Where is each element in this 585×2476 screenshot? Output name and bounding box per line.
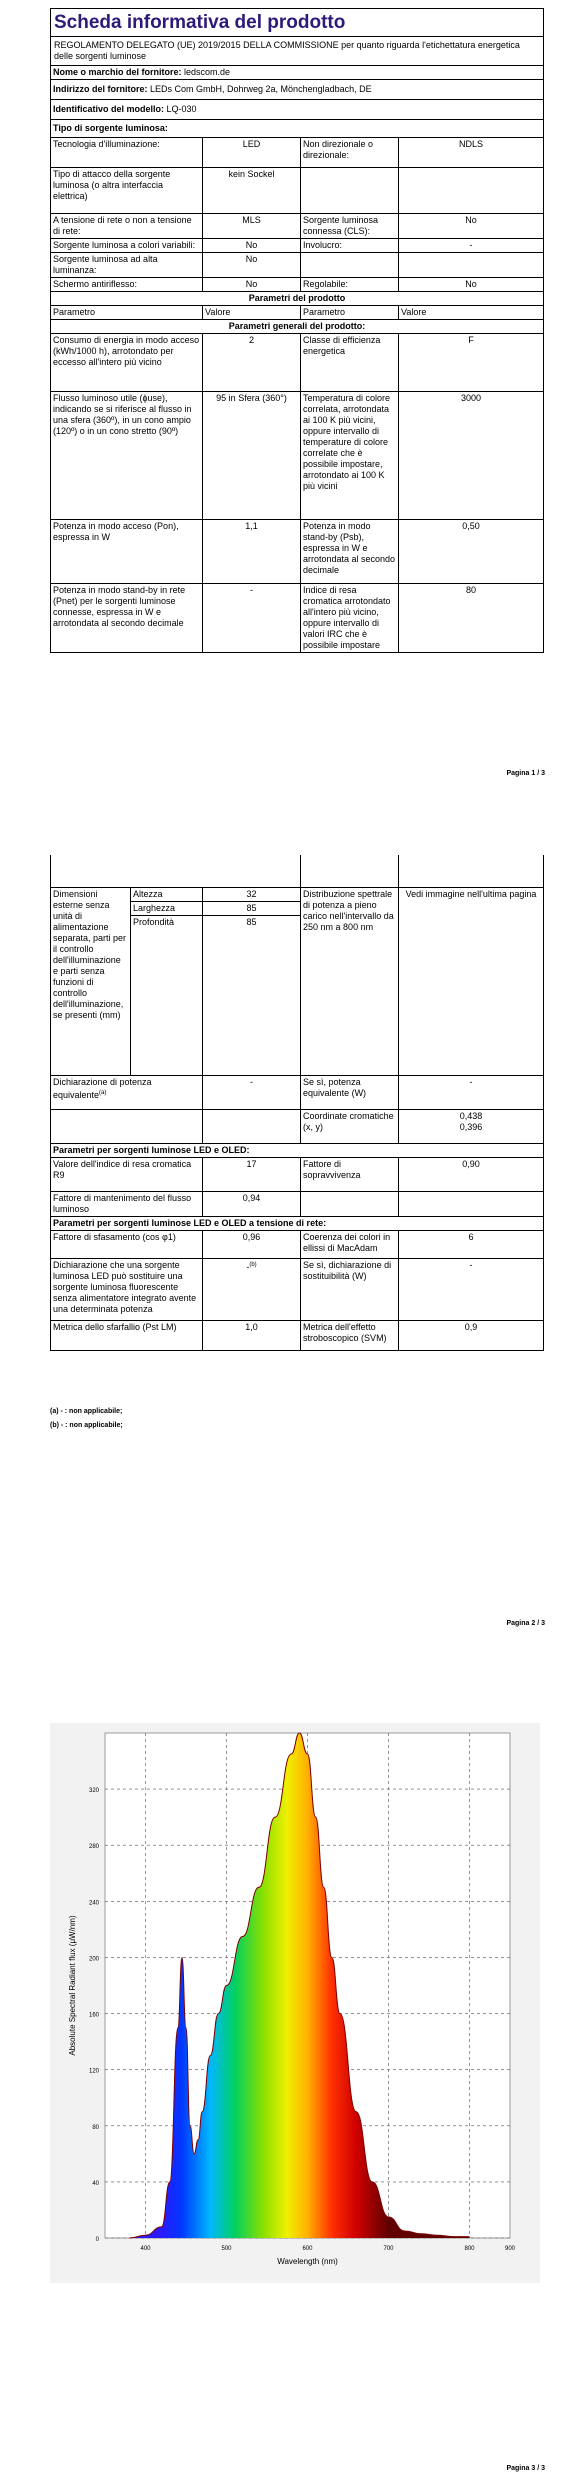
survival-label: Fattore di sopravvivenza	[301, 1157, 399, 1191]
page-title: Scheda informativa del prodotto	[51, 9, 544, 37]
page-3	[0, 1705, 585, 2476]
chroma-y: 0,396	[459, 1121, 483, 1132]
width-label: Larghezza	[131, 901, 203, 915]
equivw-value: -	[399, 1075, 544, 1109]
mains-label: A tensione di rete o non a tensione di rete:	[51, 214, 203, 239]
page-number: Pagina 2 / 3	[506, 1620, 545, 1627]
product-params-heading: Parametri del prodotto	[51, 292, 544, 306]
cct-value: 3000	[399, 392, 544, 520]
empty-cell	[51, 1109, 203, 1143]
colour-value: No	[203, 239, 301, 253]
x-tick-label: 600	[302, 2246, 313, 2252]
psb-label: Potenza in modo stand-by (Psb), espressa in W e arrotondata al secondo decimale	[301, 520, 399, 584]
supplier-name-label: Nome o marchio del fornitore:	[53, 67, 182, 77]
regulation-text: REGOLAMENTO DELEGATO (UE) 2019/2015 DELLA COMMISSIONE per quanto riguarda l'etichettatura energetica delle sorgenti luminose	[51, 37, 544, 66]
equiv-value: -	[203, 1075, 301, 1109]
maint-label: Fattore di mantenimento del flusso luminoso	[51, 1191, 203, 1216]
flux-value: 95 in Sfera (360°)	[203, 392, 301, 520]
title-row	[51, 9, 544, 37]
replace-value-text: -	[246, 1261, 250, 1272]
product-info-table-continued	[50, 855, 544, 1351]
y-tick-label: 320	[88, 1788, 99, 1795]
pnet-value: -	[203, 584, 301, 653]
supplier-name-value: ledscom.de	[184, 67, 231, 77]
cri-value: 80	[399, 584, 544, 653]
replace-label: Dichiarazione che una sorgente luminosa LED può sostituire una sorgente luminosa fluorescente senza alimentatore integrato avente una determinata potenza	[51, 1258, 203, 1320]
page-number: Pagina 1 / 3	[506, 770, 545, 777]
page-2	[0, 855, 585, 1645]
x-tick-label: 800	[464, 2246, 475, 2252]
page-number: Pagina 3 / 3	[506, 2465, 545, 2472]
supplier-address-value: LEDs Com GmbH, Dohrweg 2a, Mönchengladbach, DE	[150, 84, 372, 94]
envelope-value: -	[399, 239, 544, 253]
y-axis-label: Absolute Spectral Radiant flux (μW/nm)	[68, 1915, 77, 2056]
equivw-label: Se sì, potenza equivalente (W)	[301, 1075, 399, 1109]
highlum-label: Sorgente luminosa ad alta luminanza:	[51, 253, 203, 278]
col-header-value: Valore	[399, 306, 544, 320]
tech-value: LED	[203, 138, 301, 168]
x-tick-label: 400	[140, 2246, 151, 2252]
y-tick-label: 200	[88, 1956, 99, 1963]
pst-value: 1,0	[203, 1320, 301, 1350]
x-tick-label: 900	[504, 2246, 516, 2252]
col-header-param: Parametro	[51, 306, 203, 320]
page-1	[0, 0, 585, 790]
model-id-row	[51, 100, 544, 120]
cri-label: Indice di resa cromatica arrotondato all'intero più vicino, oppure intervallo di valori IRC che è possibile impostare	[301, 584, 399, 653]
spectral-distribution-chart	[50, 1723, 540, 2283]
supplier-address-label: Indirizzo del fornitore:	[53, 84, 148, 94]
r9-value: 17	[203, 1157, 301, 1191]
nondir-value: NDLS	[399, 138, 544, 168]
antiglare-label: Schermo antiriflesso:	[51, 278, 203, 292]
pon-value: 1,1	[203, 520, 301, 584]
chroma-label: Coordinate cromatiche (x, y)	[301, 1109, 399, 1143]
dimmable-label: Regolabile:	[301, 278, 399, 292]
supplier-name-row	[51, 66, 544, 80]
cct-label: Temperatura di colore correlata, arrotondata ai 100 K più vicini, oppure intervallo di temperature di colore correlate che è possibile impostare, arrotondato ai 100 K più vicini	[301, 392, 399, 520]
source-type-heading: Tipo di sorgente luminosa:	[51, 120, 544, 138]
mains-led-params-heading: Parametri per sorgenti luminose LED e OLED a tensione di rete:	[51, 1216, 544, 1230]
cls-value: No	[399, 214, 544, 239]
svm-value: 0,9	[399, 1320, 544, 1350]
spd-label: Distribuzione spettrale di potenza a pieno carico nell'intervallo da 250 nm a 800 nm	[301, 887, 399, 1075]
x-tick-label: 500	[221, 2246, 232, 2252]
energy-value: 2	[203, 334, 301, 392]
svm-label: Metrica dell'effetto stroboscopico (SVM)	[301, 1320, 399, 1350]
empty-cell	[301, 168, 399, 214]
empty-cell	[51, 855, 301, 887]
pf-label: Fattore di sfasamento (cos φ1)	[51, 1230, 203, 1258]
depth-label: Profondità	[131, 915, 203, 1075]
replacew-value: -	[399, 1258, 544, 1320]
dimmable-value: No	[399, 278, 544, 292]
y-tick-label: 240	[88, 1900, 99, 1907]
highlum-value: No	[203, 253, 301, 278]
mains-value: MLS	[203, 214, 301, 239]
model-id-label: Identificativo del modello:	[53, 104, 165, 114]
nondir-label: Non direzionale o direzionale:	[301, 138, 399, 168]
pon-label: Potenza in modo acceso (Pon), espressa in W	[51, 520, 203, 584]
supplier-address-row	[51, 80, 544, 100]
empty-cell	[301, 855, 399, 887]
footnote-a: (a) - : non applicabile;	[50, 1408, 123, 1415]
macadam-label: Coerenza dei colori in ellissi di MacAdam	[301, 1230, 399, 1258]
height-value: 32	[203, 887, 301, 901]
height-label: Altezza	[131, 887, 203, 901]
pnet-label: Potenza in modo stand-by in rete (Pnet) per le sorgenti luminose connesse, espressa in W e arrotondata al secondo decimale	[51, 584, 203, 653]
pst-label: Metrica dello sfarfallio (Pst LM)	[51, 1320, 203, 1350]
empty-cell	[399, 253, 544, 278]
product-info-table	[50, 8, 544, 653]
cap-label: Tipo di attacco della sorgente luminosa (o altra interfaccia elettrica)	[51, 168, 203, 214]
energy-label: Consumo di energia in modo acceso (kWh/1000 h), arrotondato per eccesso all'intero più vicino	[51, 334, 203, 392]
r9-label: Valore dell'indice di resa cromatica R9	[51, 1157, 203, 1191]
x-axis-label: Wavelength (nm)	[277, 2257, 338, 2266]
led-params-heading: Parametri per sorgenti luminose LED e OLED:	[51, 1143, 544, 1157]
depth-value: 85	[203, 915, 301, 1075]
cls-label: Sorgente luminosa connessa (CLS):	[301, 214, 399, 239]
empty-cell	[301, 253, 399, 278]
cap-value: kein Sockel	[203, 168, 301, 214]
replacew-label: Se sì, dichiarazione di sostituibilità (W)	[301, 1258, 399, 1320]
dims-label: Dimensioni esterne senza unità di alimentazione separata, parti per il controllo dell'illuminazione e parti senza funzioni di controllo dell'illuminazione, se presenti (mm)	[51, 887, 131, 1075]
spectral-chart-svg	[50, 1723, 540, 2283]
footnote-ref-a: (a)	[99, 1089, 107, 1096]
psb-value: 0,50	[399, 520, 544, 584]
y-tick-label: 160	[88, 2012, 99, 2019]
y-tick-label: 120	[88, 2068, 99, 2075]
class-value: F	[399, 334, 544, 392]
equiv-label	[51, 1075, 203, 1109]
x-tick-label: 700	[383, 2246, 394, 2252]
y-tick-label: 80	[92, 2124, 99, 2131]
empty-cell	[399, 168, 544, 214]
colour-label: Sorgente luminosa a colori variabili:	[51, 239, 203, 253]
spd-value: Vedi immagine nell'ultima pagina	[399, 887, 544, 1075]
macadam-value: 6	[399, 1230, 544, 1258]
empty-cell	[203, 1109, 301, 1143]
model-id-value: LQ-030	[166, 104, 197, 114]
chroma-value	[399, 1109, 544, 1143]
survival-value: 0,90	[399, 1157, 544, 1191]
y-tick-label: 40	[92, 2180, 99, 2187]
general-params-heading: Parametri generali del prodotto:	[51, 320, 544, 334]
col-header-param: Parametro	[301, 306, 399, 320]
empty-cell	[399, 855, 544, 887]
chroma-x: 0,438	[459, 1110, 483, 1121]
pf-value: 0,96	[203, 1230, 301, 1258]
y-tick-label: 0	[95, 2237, 99, 2243]
envelope-label: Involucro:	[301, 239, 399, 253]
y-tick-label: 280	[88, 1844, 99, 1851]
antiglare-value: No	[203, 278, 301, 292]
width-value: 85	[203, 901, 301, 915]
equiv-label-text: Dichiarazione di potenza equivalente	[53, 1076, 152, 1100]
maint-value: 0,94	[203, 1191, 301, 1216]
empty-cell	[301, 1191, 399, 1216]
col-header-value: Valore	[203, 306, 301, 320]
replace-value	[203, 1258, 301, 1320]
footnote-b: (b) - : non applicabile;	[50, 1422, 123, 1429]
flux-label: Flusso luminoso utile (ɸuse), indicando se si riferisce al flusso in una sfera (360º), in un cono ampio (120º) o in un cono stretto (90º)	[51, 392, 203, 520]
tech-label: Tecnologia d'illuminazione:	[51, 138, 203, 168]
footnote-ref-b: (b)	[249, 1261, 257, 1268]
class-label: Classe di efficienza energetica	[301, 334, 399, 392]
empty-cell	[399, 1191, 544, 1216]
